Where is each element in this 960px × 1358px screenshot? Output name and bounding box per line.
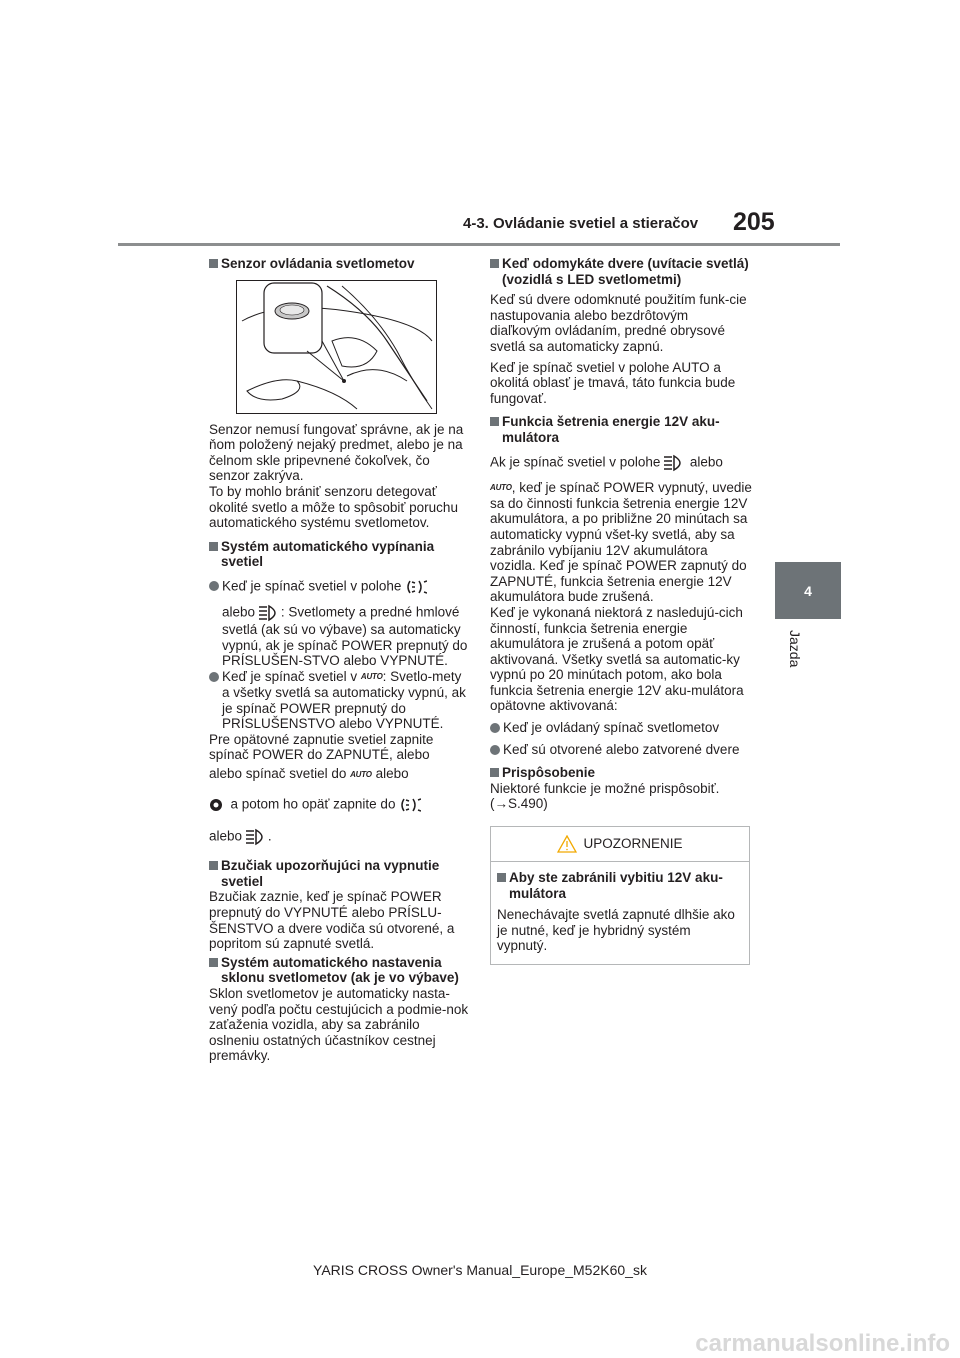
square-bullet-icon — [490, 768, 499, 777]
warning-triangle-icon — [557, 835, 577, 853]
list-item: Keď je spínač svetiel v AUTO: Svetlo-mety a všetky svetlá sa automaticky vypnú, ak je spínač POWER prepnutý do PRÍSLUŠENSTVO alebo VYPNUTÉ. — [209, 669, 471, 732]
auto-icon: AUTO — [490, 483, 512, 493]
left-column — [209, 256, 471, 1064]
warning-title-bar — [491, 827, 749, 862]
heading-leveling: Systém automatického nastavenia sklonu svetlometov (ak je vo výbave) — [209, 955, 471, 986]
circle-bullet-icon — [490, 723, 500, 733]
off-position-icon — [209, 798, 223, 812]
heading-battery-saver: Funkcia šetrenia energie 12V aku-mulátora — [490, 414, 752, 445]
footer-text: YARIS CROSS Owner's Manual_Europe_M52K60_sk — [313, 1262, 647, 1278]
reactivate-paragraph-2: alebo spínač svetiel do AUTO alebo — [209, 765, 409, 781]
auto-icon: AUTO — [350, 769, 372, 779]
fog-light-icon — [405, 578, 427, 596]
sensor-paragraph: Senzor nemusí fungovať správne, ak je na ňom položený nejaký predmet, alebo je na čelnom skle pripevnené čokoľvek, čo senzor zakrýva. — [209, 421, 464, 484]
warning-title: UPOZORNENIE — [583, 836, 683, 852]
square-bullet-icon — [209, 861, 218, 870]
headlight-icon — [664, 454, 686, 472]
sensor-paragraph-2: To by mohlo brániť senzoru detegovať okolité svetlo a môže to spôsobiť poruchu automatického systému svetlometov. — [209, 483, 458, 531]
battery-paragraph: Ak je spínač svetiel v polohe alebo — [490, 454, 752, 472]
list-item: Keď je spínač svetiel v polohe alebo : Svetlomety a predné hmlové svetlá (ak sú vo výbave) sa automaticky vypnú, ak je spínač POWER prepnutý do PRÍSLUŠEN-STVO alebo VYPNUTÉ. — [209, 578, 471, 669]
warning-box — [490, 826, 750, 965]
circle-bullet-icon — [209, 581, 219, 591]
warning-paragraph: Nenechávajte svetlá zapnuté dlhšie ako je nutné, keď je hybridný systém vypnutý. — [497, 907, 735, 954]
square-bullet-icon — [490, 417, 499, 426]
section-title: 4-3. Ovládanie svetiel a stieračov — [463, 215, 699, 232]
customization-paragraph: Niektoré funkcie je možné prispôsobiť. (→S.490) — [490, 780, 720, 812]
welcome-paragraph-2: Keď je spínač svetiel v polohe AUTO a okolitá oblasť je tmavá, táto funkcia bude fungovať. — [490, 359, 736, 406]
reactivate-paragraph-4: alebo . — [209, 828, 471, 846]
heading-sensor: Senzor ovládania svetlometov — [209, 256, 471, 272]
heading-auto-off: Systém automatického vypínania svetiel — [209, 539, 471, 570]
square-bullet-icon — [209, 958, 218, 967]
headlight-icon — [259, 604, 281, 622]
square-bullet-icon — [209, 259, 218, 268]
circle-bullet-icon — [209, 672, 219, 682]
list-item: Keď sú otvorené alebo zatvorené dvere — [490, 742, 752, 758]
square-bullet-icon — [497, 873, 506, 882]
auto-icon: AUTO — [360, 672, 383, 682]
heading-customization: Prispôsobenie — [490, 765, 752, 781]
header-rule — [118, 243, 840, 246]
sensor-illustration — [236, 280, 437, 414]
watermark: carmanualsonline.info — [695, 1330, 950, 1357]
warning-heading: Aby ste zabránili vybitiu 12V aku-mulátora — [497, 870, 743, 901]
list-item: Keď je ovládaný spínač svetlometov — [490, 720, 752, 736]
buzzer-paragraph: Bzučiak zaznie, keď je spínač POWER prepnutý do VYPNUTÉ alebo PRÍSLU-ŠENSTVO a dvere vodiča sú otvorené, a popritom sú zapnuté svetlá. — [209, 889, 455, 952]
heading-buzzer: Bzučiak upozorňujúci na vypnutie svetiel — [209, 858, 471, 889]
battery-paragraph-3: Keď je vykonaná niektorá z nasledujú-cich činností, funkcia šetrenia energie akumulátora je zrušená a potom opäť aktivovaná. Všetky svetlá sa automatic-ky vypnú po 20 minútach potom, ako bola funkcia šetrenia energie 12V aku-mulátora opätovne aktivovaná: — [490, 604, 744, 714]
square-bullet-icon — [209, 542, 218, 551]
chapter-tab-label: Jazda — [787, 630, 803, 668]
fog-light-icon — [399, 796, 421, 814]
battery-paragraph-2: AUTO, keď je spínač POWER vypnutý, uvedie sa do činnosti funkcia šetrenia energie 12V akumulátora, a po približne 20 minútach sa automaticky vypnú všet-ky svetlá, aby sa zabránilo vybíjaniu 12V akumulátora vozidla. Keď je spínač POWER zapnutý do ZAPNUTÉ, funkcia šetrenia energie 12V akumulátora bude zrušená. — [490, 479, 752, 605]
page-number: 205 — [733, 208, 775, 236]
reactivate-paragraph-3: a potom ho opäť zapnite do — [209, 796, 471, 814]
chapter-tab-number[interactable]: 4 — [775, 562, 841, 619]
right-column — [490, 256, 752, 965]
circle-bullet-icon — [490, 745, 500, 755]
welcome-paragraph: Keď sú dvere odomknuté použitím funk-cie nastupovania alebo bezdrôtovým diaľkovým ovládaním, predné obrysové svetlá sa automaticky zapnú. — [490, 292, 747, 354]
heading-welcome: Keď odomykáte dvere (uvítacie svetlá) (vozidlá s LED svetlometmi) — [490, 256, 752, 287]
headlight-icon — [246, 828, 268, 846]
dashboard-sensor-illustration — [237, 281, 436, 413]
reactivate-paragraph: Pre opätovné zapnutie svetiel zapnite spínač POWER do ZAPNUTÉ, alebo — [209, 731, 434, 763]
leveling-paragraph: Sklon svetlometov je automaticky nasta-vený podľa počtu cestujúcich a podmie-nok zaťaženia vozidla, aby sa zabránilo oslneniu ostatných účastníkov cestnej premávky. — [209, 985, 469, 1064]
square-bullet-icon — [490, 259, 499, 268]
